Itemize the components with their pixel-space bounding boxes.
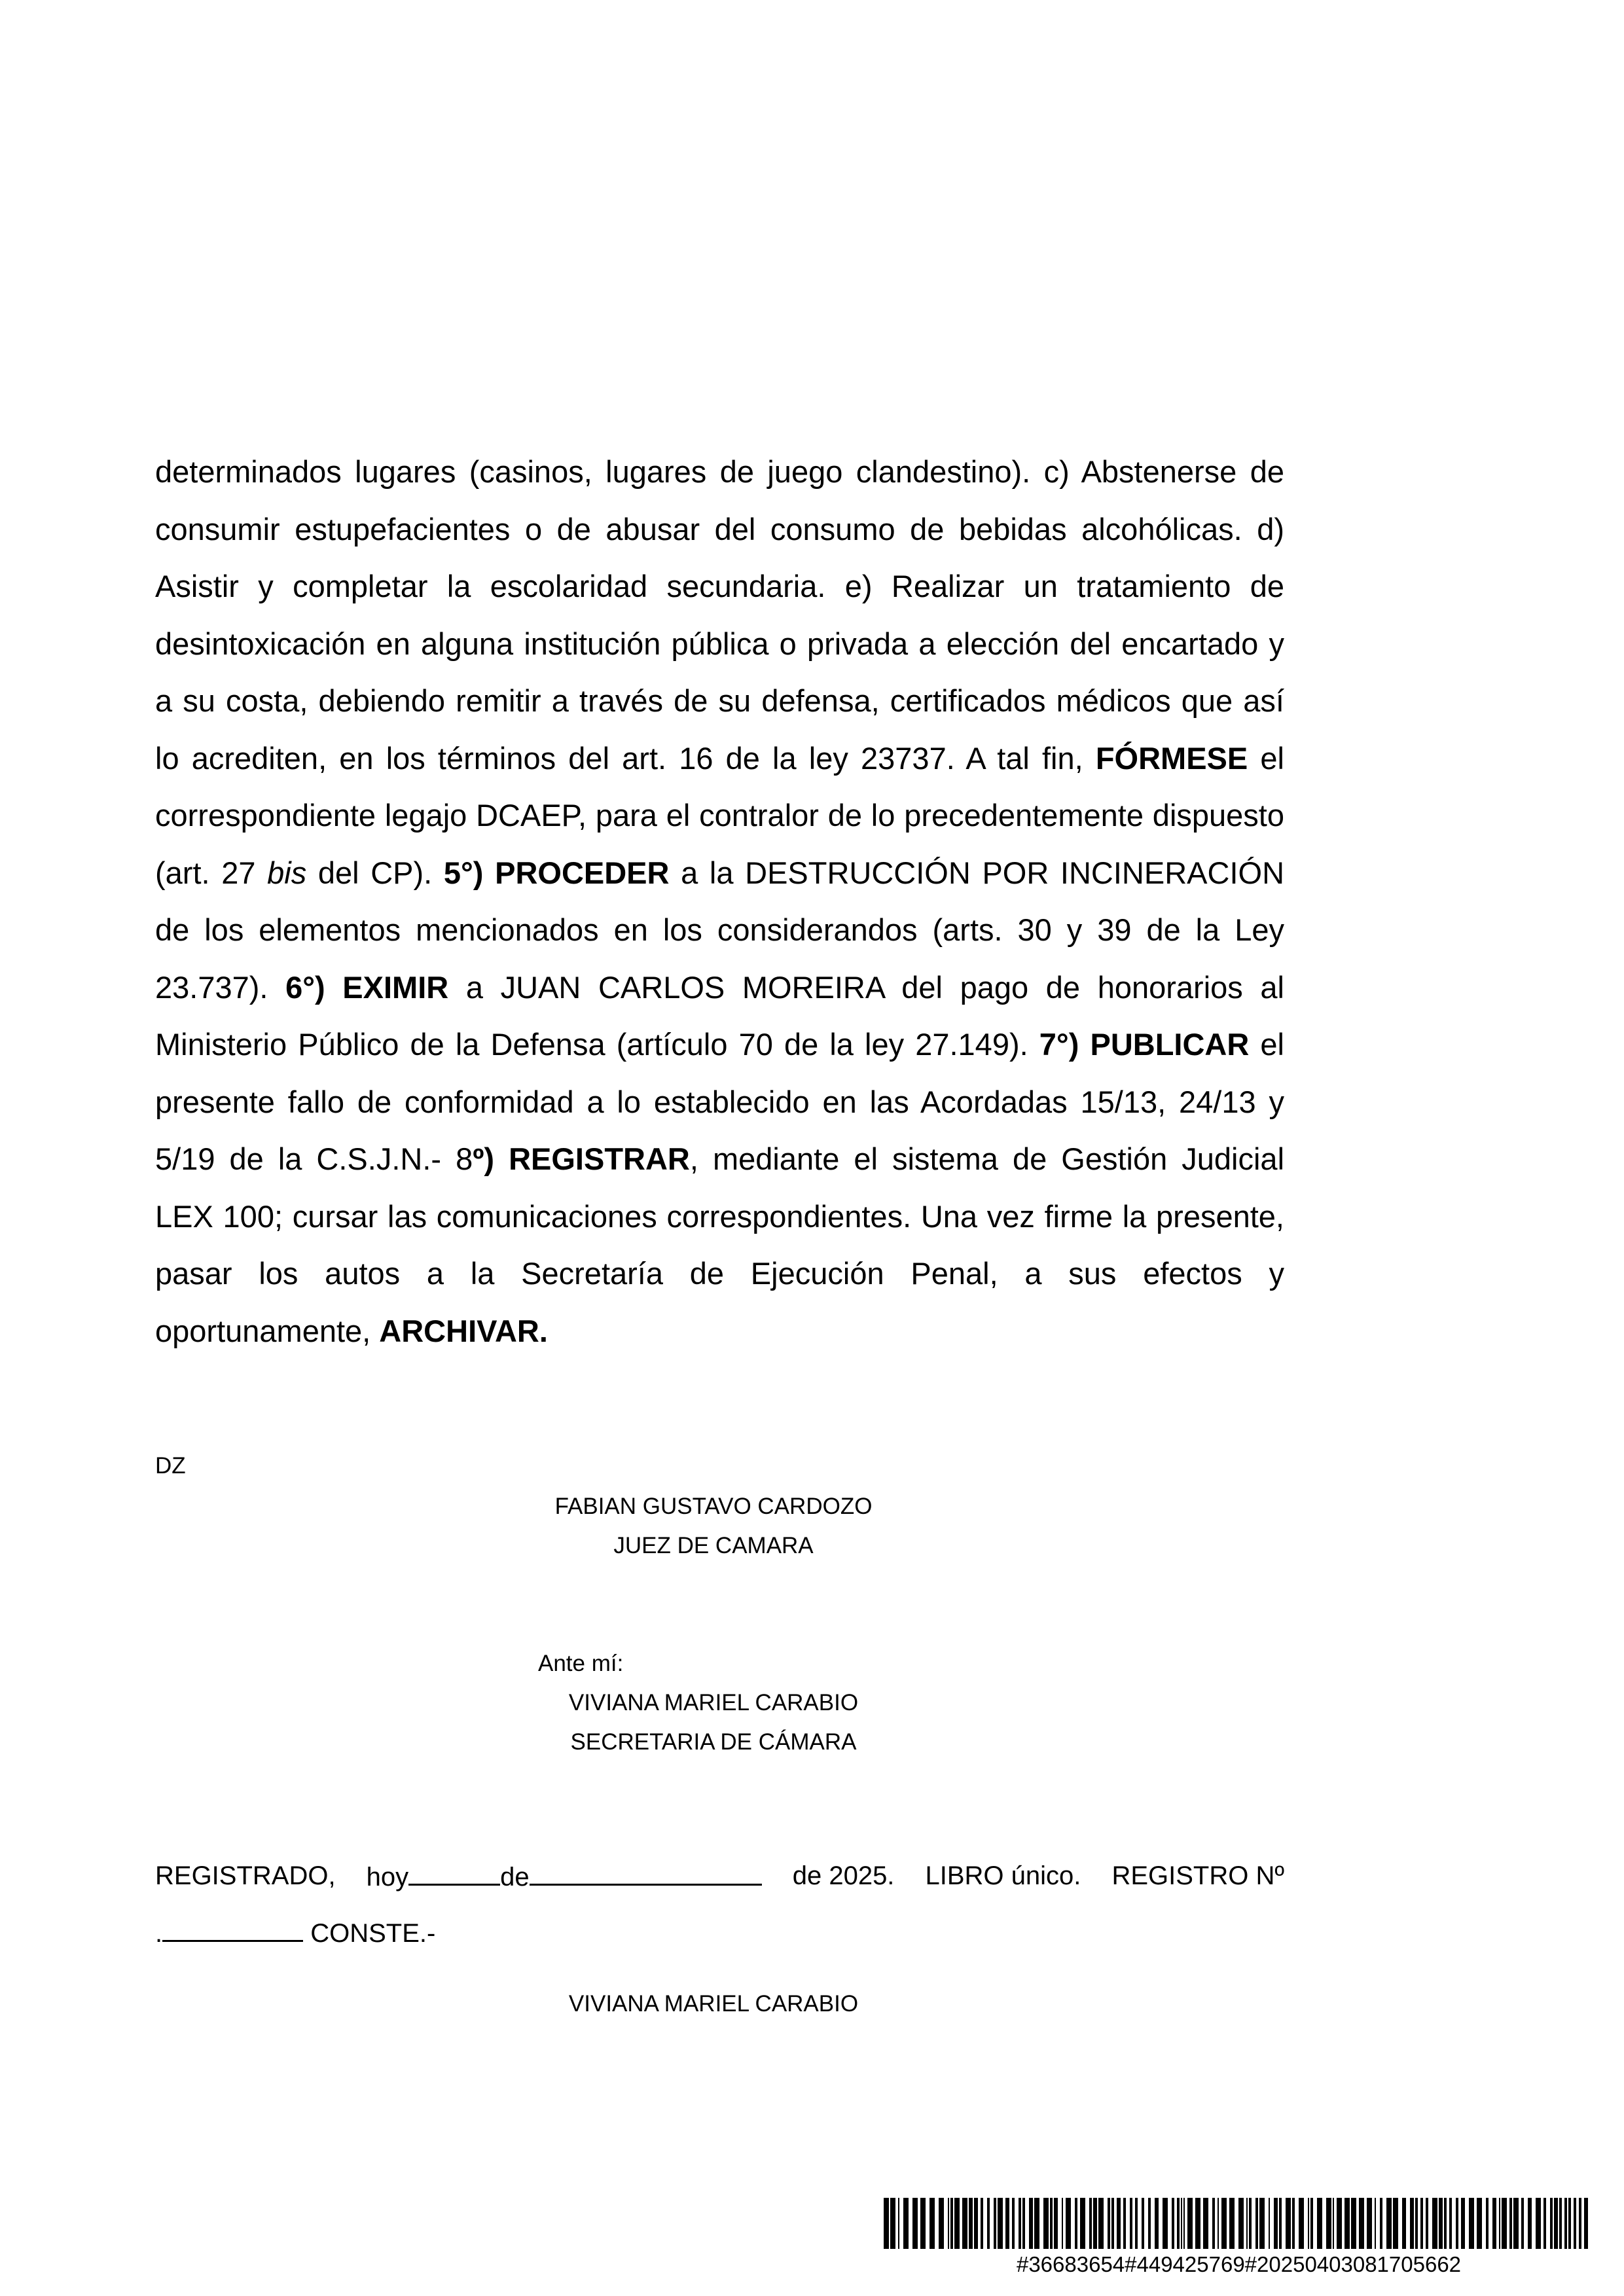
typist-initials: DZ xyxy=(155,1453,186,1479)
barcode-bar xyxy=(1034,2198,1039,2249)
barcode-bar xyxy=(1089,2198,1092,2249)
barcode-bar xyxy=(1333,2198,1334,2249)
barcode-bar xyxy=(1221,2198,1227,2249)
barcode-bar xyxy=(1163,2198,1168,2249)
barcode-bar xyxy=(912,2198,918,2249)
reg-year: de 2025. xyxy=(792,1861,895,1890)
barcode-bar xyxy=(1259,2198,1265,2249)
barcode-bar xyxy=(1492,2198,1496,2249)
reg-number-blank xyxy=(162,1916,303,1942)
reg-hoy: hoy xyxy=(366,1863,409,1892)
barcode-bar xyxy=(1579,2198,1581,2249)
barcode-bar xyxy=(1286,2198,1291,2249)
barcode-bar xyxy=(1564,2198,1567,2249)
barcode-bar xyxy=(1550,2198,1553,2249)
reg-day-blank xyxy=(408,1860,500,1886)
barcode-bar xyxy=(1080,2198,1085,2249)
barcode-bar xyxy=(1108,2198,1110,2249)
barcode-bar xyxy=(1054,2198,1058,2249)
barcode-bar xyxy=(1486,2198,1489,2249)
barcode-bar xyxy=(950,2198,953,2249)
secretary-title: SECRETARIA DE CÁMARA xyxy=(570,1729,857,1755)
body-bold-archivar: ARCHIVAR. xyxy=(379,1313,548,1348)
barcode-bar xyxy=(987,2198,990,2249)
body-bold-proceder: 5°) PROCEDER xyxy=(443,855,670,890)
judge-name: FABIAN GUSTAVO CARDOZO xyxy=(554,1494,873,1519)
barcode-bar xyxy=(929,2198,935,2249)
body-segment: el correspondiente legajo DCAEP, para el contralor de lo precedentemente dispuesto (art. 27 xyxy=(155,740,1284,890)
barcode-bar xyxy=(1344,2198,1350,2249)
barcode-bar xyxy=(994,2198,996,2249)
judge-title: JUEZ DE CAMARA xyxy=(613,1533,814,1558)
barcode-bar xyxy=(1203,2198,1208,2249)
barcode-bar xyxy=(1123,2198,1126,2249)
barcode-bar xyxy=(884,2198,889,2249)
barcode-bar xyxy=(962,2198,967,2249)
barcode-bar xyxy=(1528,2198,1532,2249)
barcode-bar xyxy=(1310,2198,1313,2249)
barcode-bar xyxy=(1543,2198,1546,2249)
reg-registro: REGISTRO Nº xyxy=(1111,1861,1284,1890)
barcode-bar xyxy=(1426,2198,1428,2249)
reg-dot: . xyxy=(155,1919,163,1948)
barcode-number: #36683654#449425769#20250403081705662 xyxy=(1016,2252,1462,2276)
barcode-bar xyxy=(1513,2198,1519,2249)
barcode-bar xyxy=(1130,2198,1132,2249)
barcode-bar xyxy=(948,2198,949,2249)
barcode-bar xyxy=(1574,2198,1576,2249)
body-bold-formese: FÓRMESE xyxy=(1095,740,1248,776)
barcode-bar xyxy=(1172,2198,1174,2249)
barcode-bar xyxy=(969,2198,973,2249)
reg-conste: CONSTE.- xyxy=(303,1919,436,1948)
body-segment: del CP). xyxy=(306,855,444,890)
barcode-bar xyxy=(1093,2198,1097,2249)
barcode-bar xyxy=(1135,2198,1138,2249)
barcode-bar xyxy=(1410,2198,1414,2249)
barcode-icon xyxy=(884,2198,1594,2249)
barcode-bar xyxy=(1274,2198,1278,2249)
barcode-bar xyxy=(1420,2198,1423,2249)
registration-line-2 xyxy=(155,1916,1284,1949)
barcode-bar xyxy=(1351,2198,1356,2249)
barcode-bar xyxy=(890,2198,895,2249)
barcode-bar xyxy=(1218,2198,1219,2249)
reg-registrado: REGISTRADO, xyxy=(155,1861,336,1890)
reg-date-group xyxy=(367,1860,762,1893)
barcode-bar xyxy=(1584,2198,1588,2249)
barcode-bar xyxy=(1456,2198,1458,2249)
reg-month-blank xyxy=(530,1860,762,1886)
barcode-bar xyxy=(1229,2198,1235,2249)
barcode-bar xyxy=(1568,2198,1571,2249)
barcode-bar xyxy=(1279,2198,1282,2249)
barcode-bar xyxy=(1386,2198,1392,2249)
barcode-bar xyxy=(1499,2198,1500,2249)
barcode-bar xyxy=(1187,2198,1193,2249)
barcode-bar xyxy=(998,2198,1003,2249)
barcode-bar xyxy=(1148,2198,1151,2249)
barcode-bar xyxy=(1559,2198,1562,2249)
barcode-bar xyxy=(1439,2198,1443,2249)
barcode-bar xyxy=(954,2198,960,2249)
barcode-bar xyxy=(981,2198,983,2249)
barcode-bar xyxy=(1005,2198,1009,2249)
barcode-bar xyxy=(898,2198,899,2249)
barcode-bar xyxy=(1019,2198,1021,2249)
barcode-bar xyxy=(1292,2198,1295,2249)
barcode-bar xyxy=(1393,2198,1398,2249)
barcode-bar xyxy=(1367,2198,1372,2249)
barcode-bar xyxy=(1075,2198,1077,2249)
barcode-bar xyxy=(1449,2198,1452,2249)
barcode-bar xyxy=(1181,2198,1182,2249)
barcode-bar xyxy=(974,2198,978,2249)
barcode-bar xyxy=(1111,2198,1114,2249)
secretary-name: VIVIANA MARIEL CARABIO xyxy=(568,1690,859,1715)
barcode-bar xyxy=(1269,2198,1270,2249)
body-segment: , mediante el sistema de Gestión Judicial LEX 100; cursar las comunicaciones correspondientes. Una vez firme la presente, pasar los autos a la Secretaría de Ejecución Penal, a sus efectos y oportunamente, xyxy=(155,1141,1285,1348)
barcode-bar xyxy=(1043,2198,1049,2249)
barcode-bar xyxy=(1012,2198,1015,2249)
barcode-bar xyxy=(1155,2198,1159,2249)
barcode-bar xyxy=(1461,2198,1465,2249)
reg-de: de xyxy=(500,1863,530,1892)
secretary-intro: Ante mí: xyxy=(538,1651,624,1676)
barcode-bar xyxy=(1536,2198,1541,2249)
barcode-bar xyxy=(1554,2198,1558,2249)
barcode-bar xyxy=(1380,2198,1382,2249)
barcode-bar xyxy=(1337,2198,1342,2249)
barcode-bar xyxy=(1299,2198,1304,2249)
final-signature-name: VIVIANA MARIEL CARABIO xyxy=(568,1991,859,2017)
barcode-bar xyxy=(1249,2198,1252,2249)
body-bold-eximir: 6°) EXIMIR xyxy=(285,969,449,1005)
barcode-bar xyxy=(1183,2198,1185,2249)
barcode-bar xyxy=(1308,2198,1309,2249)
barcode-bar xyxy=(1375,2198,1376,2249)
barcode-bar xyxy=(1477,2198,1482,2249)
barcode-bar xyxy=(1062,2198,1063,2249)
barcode-bar xyxy=(1359,2198,1364,2249)
barcode-bar xyxy=(1509,2198,1512,2249)
body-italic-bis: bis xyxy=(267,855,307,890)
barcode-bar xyxy=(920,2198,926,2249)
barcode-bar xyxy=(1317,2198,1322,2249)
body-segment: determinados lugares (casinos, lugares de juego clandestino). c) Abstenerse de consumir estupefacientes o de abusar del consumo de bebidas alcohólicas. d) Asistir y completar la escolaridad secundaria. e) Realizar un tratamiento de desintoxicación en alguna institución pública o privada a elección del encartado y a su costa, debiendo remitir a través de su defensa, certificados médicos que así lo acrediten, en los términos del art. 16 de la ley 23737. A tal fin, xyxy=(155,454,1284,776)
registration-line xyxy=(155,1860,1284,1893)
body-segment: a JUAN CARLOS MOREIRA del pago de honorarios al Ministerio Público de la Defensa (artículo 70 de la ley 27.149). xyxy=(155,969,1284,1062)
barcode-bar xyxy=(1029,2198,1033,2249)
barcode-bar xyxy=(1444,2198,1447,2249)
reg-libro: LIBRO único. xyxy=(925,1861,1081,1890)
body-segment: a la DESTRUCCIÓN POR INCINERACIÓN de los elementos mencionados en los considerandos (arts. 30 y 39 de la Ley 23.737). xyxy=(155,855,1285,1005)
barcode-bar xyxy=(1050,2198,1053,2249)
body-segment: el presente fallo de conformidad a lo establecido en las Acordadas 15/13, 24/13 y 5/19 de la C.S.J.N.- 8 xyxy=(155,1027,1284,1176)
barcode-bar xyxy=(1502,2198,1507,2249)
barcode-bar xyxy=(1195,2198,1200,2249)
barcode-bar xyxy=(1469,2198,1474,2249)
barcode-bar xyxy=(1521,2198,1524,2249)
resolution-body-text xyxy=(155,443,1284,1359)
barcode-bar xyxy=(1212,2198,1215,2249)
body-bold-registrar: º) REGISTRAR xyxy=(473,1141,690,1176)
barcode-bar xyxy=(1142,2198,1144,2249)
barcode-bar xyxy=(1246,2198,1248,2249)
barcode-bar xyxy=(1238,2198,1244,2249)
barcode-bar xyxy=(1326,2198,1331,2249)
barcode-bar xyxy=(1177,2198,1180,2249)
barcode-bar xyxy=(1117,2198,1121,2249)
barcode-bar xyxy=(1415,2198,1418,2249)
barcode-bar xyxy=(903,2198,909,2249)
barcode-bar xyxy=(1255,2198,1258,2249)
barcode-bar xyxy=(939,2198,944,2249)
barcode-bar xyxy=(1098,2198,1104,2249)
barcode-bar xyxy=(1022,2198,1025,2249)
barcode-bar xyxy=(1432,2198,1437,2249)
barcode-bar xyxy=(1402,2198,1406,2249)
barcode-bar xyxy=(1066,2198,1071,2249)
body-bold-publicar: 7°) PUBLICAR xyxy=(1039,1027,1250,1062)
